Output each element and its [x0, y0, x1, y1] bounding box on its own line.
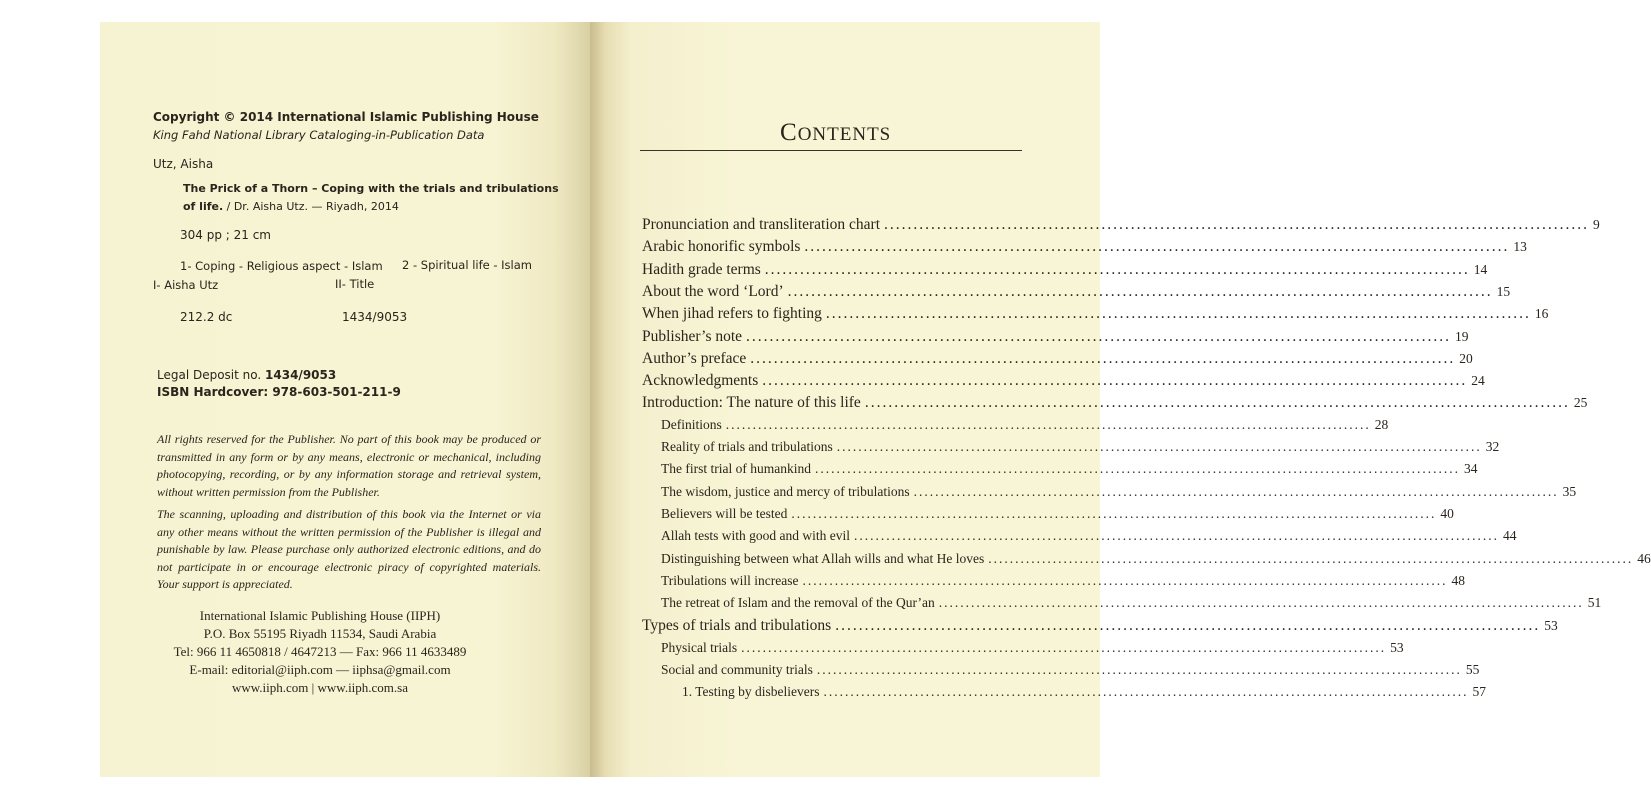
legal-deposit-label: Legal Deposit no.	[157, 368, 266, 382]
toc-leader-dots: ........................................................................................................................	[764, 260, 1470, 278]
toc-entry-title: The wisdom, justice and mercy of tribulations	[661, 483, 910, 499]
publisher-name: International Islamic Publishing House (IIPH)	[199, 608, 441, 623]
toc-entry-title: Author’s preface	[642, 349, 747, 367]
toc-entry-page: 46	[1637, 550, 1651, 566]
toc-entry-title: Arabic honorific symbols	[642, 238, 801, 256]
toc-entry	[642, 238, 1527, 256]
toc-entry-title: Allah tests with good and with evil	[661, 528, 850, 544]
toc-entry-page: 57	[1472, 684, 1487, 700]
toc-entry-page: 16	[1534, 306, 1549, 322]
toc-entry	[642, 372, 1485, 390]
toc-entry-page: 9	[1593, 217, 1600, 232]
contents-title-cap: C	[780, 119, 798, 146]
book-title-rest: / Dr. Aisha Utz. — Riyadh, 2014	[223, 200, 399, 213]
index-title: II- Title	[335, 277, 375, 291]
toc-entry	[642, 327, 1469, 346]
subject-2: 2 - Spiritual life - Islam	[402, 258, 532, 272]
toc-leader-dots: ........................................................................................................................	[725, 416, 1371, 432]
toc-entry-title: About the word ‘Lord’	[642, 282, 784, 300]
toc-leader-dots: ........................................................................................................................	[750, 349, 1456, 367]
toc-entry-title: Types of trials and tribulations	[642, 617, 832, 635]
toc-entry-title: Distinguishing between what Allah wills and what He loves	[661, 550, 985, 566]
dewey-number: 1434/9053	[342, 310, 408, 324]
toc-leader-dots: ........................................................................................................................	[864, 394, 1570, 412]
toc-entry-title: Hadith grade terms	[642, 260, 761, 278]
subject-1: 1- Coping - Religious aspect - Islam	[180, 259, 383, 273]
toc-entry	[661, 595, 1602, 611]
toc-list	[590, 22, 1651, 777]
toc-entry	[661, 550, 1651, 567]
toc-leader-dots: ........................................................................................................................	[853, 528, 1499, 544]
toc-entry	[642, 305, 1549, 323]
toc-leader-dots: ........................................................................................................................	[762, 372, 1468, 390]
catalog-line: King Fahd National Library Cataloging-in-Publication Data	[153, 128, 485, 142]
toc-entry	[661, 528, 1517, 544]
toc-entry-page: 25	[1573, 395, 1588, 411]
toc-entry-page: 15	[1496, 283, 1511, 299]
toc-leader-dots: ........................................................................................................................	[913, 483, 1559, 499]
toc-entry-title: Social and community trials	[661, 662, 813, 677]
toc-entry-page: 14	[1473, 261, 1488, 277]
book-spread	[100, 22, 1651, 777]
toc-leader-dots: ........................................................................................................................	[836, 439, 1482, 454]
toc-entry-page: 53	[1390, 639, 1404, 655]
toc-leader-dots: ........................................................................................................................	[791, 505, 1437, 521]
toc-leader-dots: ........................................................................................................................	[816, 662, 1462, 677]
toc-entry-title: 1. Testing by disbelievers	[682, 684, 820, 700]
toc-entry-title: Acknowledgments	[642, 372, 759, 390]
toc-entry-page: 20	[1459, 350, 1473, 366]
toc-entry-page: 51	[1587, 595, 1602, 611]
toc-entry-page: 24	[1471, 373, 1485, 389]
toc-entry	[642, 260, 1488, 279]
toc-entry	[661, 439, 1500, 455]
toc-entry-page: 32	[1485, 439, 1500, 454]
toc-entry-page: 13	[1513, 239, 1527, 255]
toc-entry-title: Publisher’s note	[642, 327, 743, 345]
toc-leader-dots: ........................................................................................................................	[938, 595, 1584, 611]
toc-entry-page: 55	[1465, 662, 1480, 677]
toc-entry-title: When jihad refers to fighting	[642, 305, 822, 323]
toc-entry-page: 53	[1544, 618, 1558, 634]
toc-entry-page: 40	[1440, 505, 1454, 521]
toc-entry-title: Reality of trials and tribulations	[661, 439, 833, 454]
copyright-page	[100, 22, 590, 777]
publisher-address: P.O. Box 55195 Riyadh 11534, Saudi Arabia	[203, 626, 437, 641]
pages-line: 304 pp ; 21 cm	[180, 228, 271, 242]
toc-entry	[661, 416, 1389, 433]
toc-entry-title: The first trial of humankind	[661, 461, 811, 477]
contents-title-rest: ONTENTS	[797, 124, 892, 145]
toc-leader-dots: ........................................................................................................................	[814, 461, 1460, 477]
toc-leader-dots: ........................................................................................................................	[823, 684, 1469, 700]
toc-entry	[661, 483, 1577, 500]
toc-entry	[661, 639, 1404, 656]
toc-entry	[642, 349, 1473, 368]
toc-entry-title: Tribulations will increase	[661, 572, 799, 588]
publisher-web: www.iiph.com | www.iiph.com.sa	[231, 680, 409, 695]
toc-entry	[642, 282, 1511, 301]
toc-entry	[642, 394, 1588, 412]
toc-entry	[642, 617, 1558, 635]
toc-leader-dots: ........................................................................................................................	[741, 639, 1387, 655]
toc-entry	[661, 461, 1478, 477]
dewey-class: 212.2 dc	[180, 310, 233, 324]
legal-deposit-value: 1434/9053	[265, 368, 337, 382]
author-line: Utz, Aisha	[153, 157, 214, 171]
toc-entry-title: The retreat of Islam and the removal of the Qur’an	[661, 595, 935, 611]
index-author: I- Aisha Utz	[153, 278, 219, 292]
toc-leader-dots: ........................................................................................................................	[746, 327, 1452, 345]
contents-page	[590, 22, 1651, 777]
toc-leader-dots: ........................................................................................................................	[835, 617, 1541, 635]
toc-entry-title: Definitions	[661, 416, 722, 432]
toc-entry-title: Believers will be tested	[661, 505, 788, 521]
rights-paragraph: All rights reserved for the Publisher. No part of this book may be produced or transmitted in any form or by any means, electronic or mechanical, including photocopying, recording, or by any information storage and retrieval system, without written permission from the Publisher.	[157, 432, 541, 499]
book-title-bold: The Prick of a Thorn – Coping with the trials and tribulations of life.	[183, 182, 559, 213]
publisher-phone: Tel: 966 11 4650818 / 4647213 — Fax: 966 11 4633489	[173, 644, 467, 659]
toc-entry-title: Introduction: The nature of this life	[642, 394, 861, 412]
toc-entry-page: 48	[1451, 572, 1465, 588]
toc-entry	[661, 505, 1454, 522]
publisher-email: E-mail: editorial@iiph.com — iiphsa@gmail.com	[189, 662, 451, 677]
toc-leader-dots: ........................................................................................................................	[884, 216, 1590, 233]
toc-entry	[682, 684, 1487, 700]
toc-entry-page: 35	[1562, 483, 1577, 499]
toc-entry-title: Physical trials	[661, 639, 738, 655]
toc-entry	[661, 662, 1480, 678]
toc-entry-title: Pronunciation and transliteration chart	[642, 216, 881, 233]
toc-entry-page: 19	[1455, 328, 1469, 344]
copyright-line: Copyright © 2014 International Islamic Publishing House	[153, 110, 539, 124]
toc-entry-page: 34	[1463, 461, 1478, 477]
toc-entry-page: 28	[1374, 416, 1389, 432]
toc-entry	[642, 216, 1600, 234]
toc-leader-dots: ........................................................................................................................	[825, 305, 1531, 323]
legal-deposit	[157, 368, 336, 382]
book-title-entry	[183, 180, 563, 216]
isbn-line: ISBN Hardcover: 978-603-501-211-9	[157, 385, 401, 399]
scanning-paragraph: The scanning, uploading and distribution of this book via the Internet or via any other means without the written permission of the Publisher is illegal and punishable by law. Please purchase only authorized electronic editions, and do not participate in or encourage electronic piracy of copyrighted materials. Your support is appreciated.	[157, 507, 541, 591]
toc-entry-page: 44	[1502, 528, 1517, 544]
toc-leader-dots: ........................................................................................................................	[787, 282, 1493, 300]
toc-entry	[661, 572, 1465, 589]
toc-leader-dots: ........................................................................................................................	[802, 572, 1448, 588]
toc-leader-dots: ........................................................................................................................	[804, 238, 1510, 256]
toc-leader-dots: ........................................................................................................................	[988, 550, 1634, 566]
